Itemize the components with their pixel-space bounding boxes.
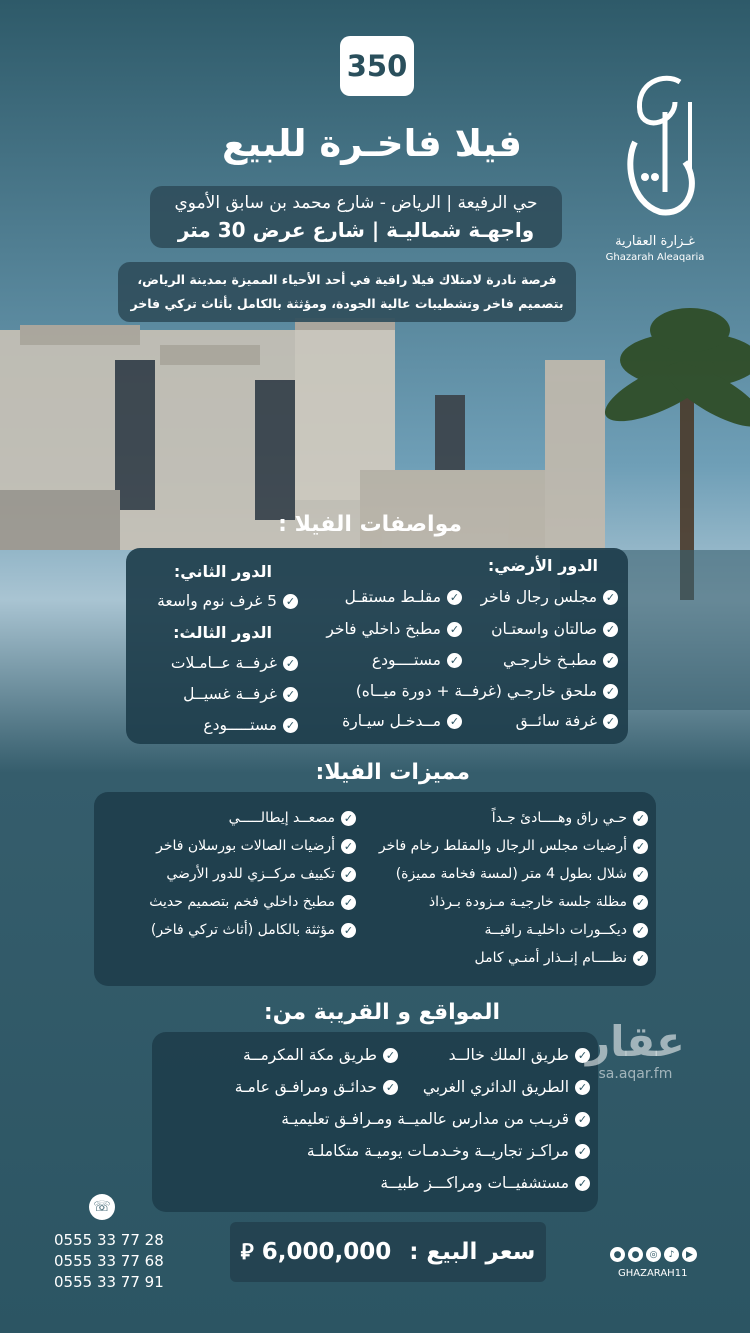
check-icon: ✓ xyxy=(575,1112,590,1127)
location-line: حي الرفيعة | الرياض - شارع محمد بن سابق الأموي xyxy=(174,193,538,213)
ground-floor-label: الدور الأرضي: xyxy=(487,556,598,575)
check-icon: ✓ xyxy=(575,1080,590,1095)
phone-number[interactable]: 0555 33 77 68 xyxy=(54,1252,164,1270)
spec-item: ✓ مــدخـل سيـارة xyxy=(342,712,462,730)
nearby-item: ✓ مراكـز تجاريــة وخـدمـات يوميـة متكاملـة xyxy=(307,1142,590,1160)
check-icon: ✓ xyxy=(603,590,618,605)
price-label: سعر البيع : xyxy=(409,1239,536,1265)
nearby-item: ✓ الطريق الدائري الغربي xyxy=(423,1078,590,1096)
check-icon: ✓ xyxy=(575,1176,590,1191)
check-icon: ✓ xyxy=(341,867,356,882)
check-icon: ✓ xyxy=(447,714,462,729)
youtube-icon[interactable]: ▶ xyxy=(682,1247,697,1262)
price-box xyxy=(230,1222,546,1282)
feature-item: ✓ نظــــام إنــذار أمنـي كامل xyxy=(475,950,648,966)
check-icon: ✓ xyxy=(283,687,298,702)
check-icon: ✓ xyxy=(603,684,618,699)
check-icon: ✓ xyxy=(341,895,356,910)
spec-item: ✓ غرفة سائــق xyxy=(516,712,618,730)
tiktok-icon[interactable]: ♪ xyxy=(664,1247,679,1262)
check-icon: ✓ xyxy=(283,718,298,733)
second-floor-label: الدور الثاني: xyxy=(173,562,272,581)
spec-item: ✓ مقلـط مستقـل xyxy=(345,588,462,606)
spec-item: ✓ مستـــــودع xyxy=(203,716,298,734)
phone-number[interactable]: 0555 33 77 28 xyxy=(54,1231,164,1249)
feature-item: ✓ حـي راق وهــــادئ جـداً xyxy=(492,810,648,826)
spec-item: ✓ صالتان واسعتـان xyxy=(491,620,618,638)
snapchat-icon[interactable]: ● xyxy=(610,1247,625,1262)
check-icon: ✓ xyxy=(341,811,356,826)
intro-line: فرصة نادرة لامتلاك فيلا راقية في أحد الأحياء المميزة بمدينة الرياض، xyxy=(137,272,557,287)
check-icon: ✓ xyxy=(633,951,648,966)
check-icon: ✓ xyxy=(633,923,648,938)
price-value: 6,000,000 xyxy=(261,1239,392,1265)
social-handle: GHAZARAH11 xyxy=(618,1268,688,1279)
spec-item: ✓ مطبخ داخلي فاخر xyxy=(326,620,462,638)
twitter-icon[interactable]: ● xyxy=(628,1247,643,1262)
intro-box xyxy=(118,262,576,322)
check-icon: ✓ xyxy=(603,622,618,637)
check-icon: ✓ xyxy=(383,1048,398,1063)
phone-icon[interactable]: ☏ xyxy=(89,1194,115,1220)
listing-number-badge: 350 xyxy=(340,36,414,96)
nearby-item: ✓ طريق الملك خالــد xyxy=(449,1046,590,1064)
check-icon: ✓ xyxy=(633,867,648,882)
page-title: فيلا فاخـرة للبيع xyxy=(222,122,522,165)
feature-item: ✓ مؤثثة بالكامل (أثاث تركي فاخر) xyxy=(151,922,356,938)
nearby-title: المواقع و القريبة من: xyxy=(263,1000,500,1025)
third-floor-label: الدور الثالث: xyxy=(173,623,272,642)
check-icon: ✓ xyxy=(603,653,618,668)
check-icon: ✓ xyxy=(633,839,648,854)
check-icon: ✓ xyxy=(575,1048,590,1063)
feature-item: ✓ ديكــورات داخليـة راقيــة xyxy=(484,922,648,938)
check-icon: ✓ xyxy=(633,811,648,826)
phone-numbers xyxy=(54,1230,164,1293)
spec-item: ✓ مطبـخ خارجـي xyxy=(503,651,618,669)
spec-item: ✓ مجلس رجال فاخر xyxy=(481,588,618,606)
nearby-item: ✓ حدائـق ومرافـق عامـة xyxy=(235,1078,398,1096)
location-box xyxy=(150,186,562,248)
check-icon: ✓ xyxy=(447,653,462,668)
check-icon: ✓ xyxy=(575,1144,590,1159)
riyal-symbol-icon: ⃁ xyxy=(240,1240,254,1265)
spec-item: ✓ ملحق خارجـي (غرفــة + دورة ميــاه) xyxy=(356,682,618,700)
check-icon: ✓ xyxy=(603,714,618,729)
spec-item: ✓ غرفــة عــامـلات xyxy=(171,654,298,672)
check-icon: ✓ xyxy=(283,594,298,609)
feature-item: ✓ مظلة جلسة خارجيـة مـزودة بـرذاذ xyxy=(429,894,648,910)
feature-item: ✓ أرضيات الصالات بورسلان فاخر xyxy=(156,838,356,854)
features-title: مميزات الفيلا: xyxy=(315,760,470,785)
feature-item: ✓ مصعــد إيطالـــــي xyxy=(229,810,356,826)
check-icon: ✓ xyxy=(447,590,462,605)
check-icon: ✓ xyxy=(341,923,356,938)
logo-text-english: Ghazarah Aleaqaria xyxy=(605,252,705,263)
calligraphy-logo-mark xyxy=(605,72,715,232)
feature-item: ✓ أرضيات مجلس الرجال والمقلط رخام فاخر xyxy=(379,838,648,854)
social-icons xyxy=(610,1247,697,1262)
logo-text-arabic: غـزارة العقارية xyxy=(615,234,695,249)
feature-item: ✓ تكييف مركــزي للدور الأرضي xyxy=(166,866,356,882)
check-icon: ✓ xyxy=(447,622,462,637)
specs-title: مواصفات الفيلا : xyxy=(278,512,462,537)
spec-item: ✓ 5 غرف نوم واسعة xyxy=(157,592,298,610)
instagram-icon[interactable]: ◎ xyxy=(646,1247,661,1262)
check-icon: ✓ xyxy=(633,895,648,910)
spec-item: ✓ مستــــودع xyxy=(372,651,462,669)
phone-number[interactable]: 0555 33 77 91 xyxy=(54,1273,164,1291)
feature-item: ✓ مطبخ داخلي فخم بتصميم حديث xyxy=(149,894,356,910)
frontage-line: واجهـة شماليـة | شارع عرض 30 متر xyxy=(177,218,535,242)
nearby-item: ✓ طريق مكة المكرمــة xyxy=(243,1046,398,1064)
spec-item: ✓ غرفــة غسيــل xyxy=(183,685,298,703)
aqar-watermark: عقار sa.aqar.fm xyxy=(586,1017,685,1082)
feature-item: ✓ شلال بطول 4 متر (لمسة فخامة مميزة) xyxy=(396,866,648,882)
check-icon: ✓ xyxy=(283,656,298,671)
nearby-item: ✓ قريـب من مدارس عالميــة ومـرافـق تعليميـة xyxy=(281,1110,590,1128)
check-icon: ✓ xyxy=(341,839,356,854)
company-logo xyxy=(600,72,720,272)
nearby-item: ✓ مستشفيــات ومراكـــز طبيــة xyxy=(380,1174,590,1192)
check-icon: ✓ xyxy=(383,1080,398,1095)
intro-line: بتصميم فاخر وتشطيبات عالية الجودة، ومؤثثة بالكامل بأثاث تركي فاخر xyxy=(130,296,564,311)
